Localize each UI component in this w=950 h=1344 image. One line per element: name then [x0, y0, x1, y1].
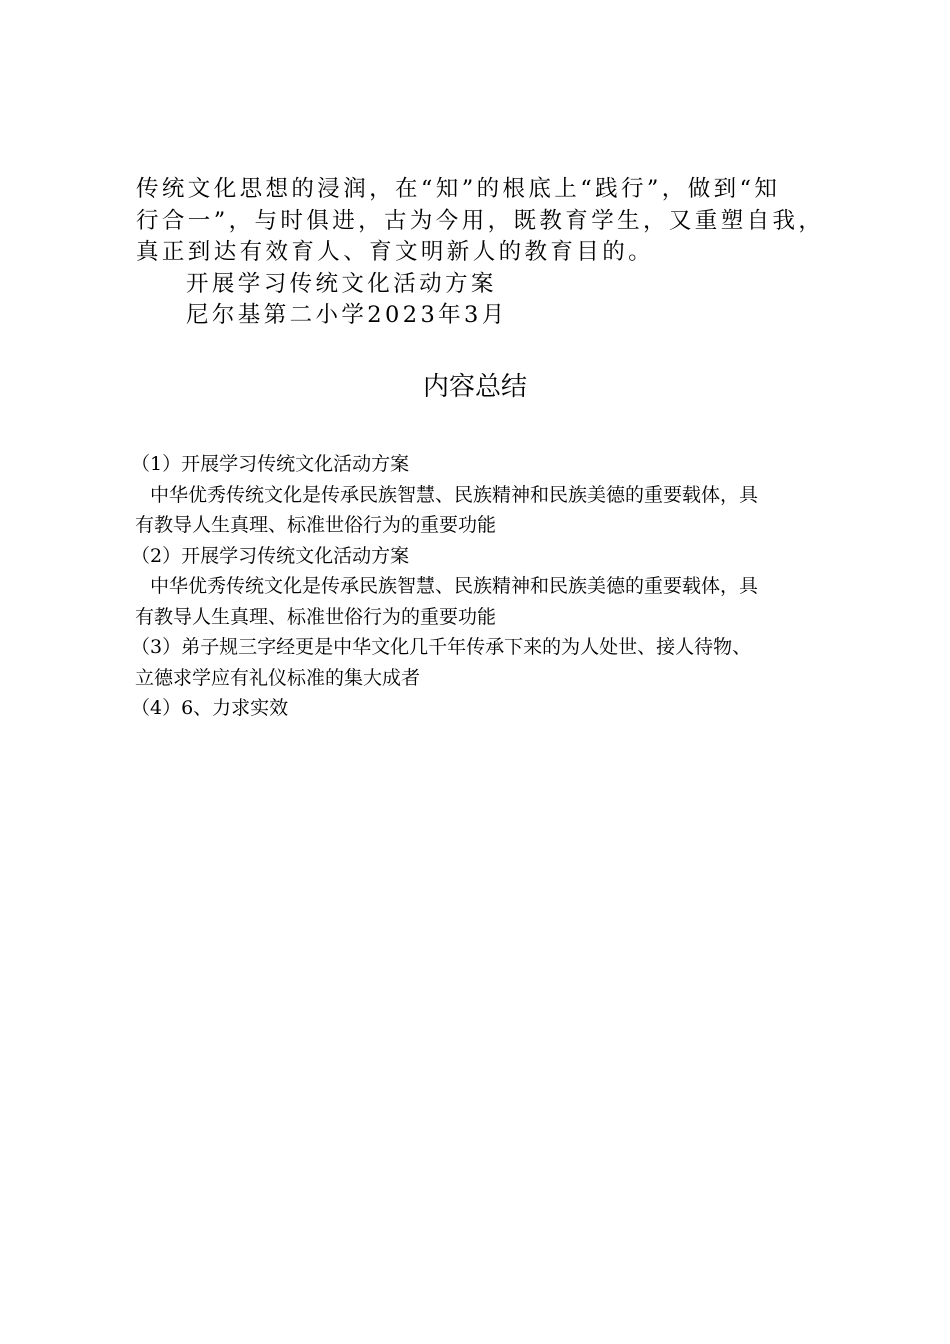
summary-heading: 内容总结 [422, 372, 527, 402]
document-title-line: 开展学习传统文化活动方案 [186, 270, 497, 297]
body-line-3: 真正到达有效育人、育文明新人的教育目的。 [136, 239, 655, 265]
summary-item-1-label: （1）开展学习传统文化活动方案 [131, 453, 410, 475]
summary-item-2-text-line-2: 有教导人生真理、标准世俗行为的重要功能 [135, 605, 497, 628]
body-line-2: 行合一”，与时俱进，古为今用，既教育学生，又重塑自我， [136, 207, 825, 234]
summary-item-2-label: （2）开展学习传统文化活动方案 [131, 544, 410, 567]
summary-list [131, 449, 831, 724]
summary-item-3-line-1: （3）弟子规三字经更是中华文化几千年传承下来的为人处世、接人待物、 [131, 636, 752, 658]
summary-item-2-text-line-1: 中华优秀传统文化是传承民族智慧、民族精神和民族美德的重要载体，具 [150, 575, 759, 597]
school-date-line: 尼尔基第二小学2023年3月 [186, 302, 508, 328]
summary-item-3-line-2: 立德求学应有礼仪标准的集大成者 [135, 666, 421, 689]
summary-item-4-label: （4）6、力求实效 [131, 697, 289, 719]
body-line-1: 传统文化思想的浸润，在“知”的根底上“践行”，做到“知 [136, 176, 781, 202]
summary-item-1-text-line-1: 中华优秀传统文化是传承民族智慧、民族精神和民族美德的重要载体，具 [150, 483, 759, 506]
summary-item-1-text-line-2: 有教导人生真理、标准世俗行为的重要功能 [135, 514, 497, 536]
body-text-block [136, 174, 836, 332]
